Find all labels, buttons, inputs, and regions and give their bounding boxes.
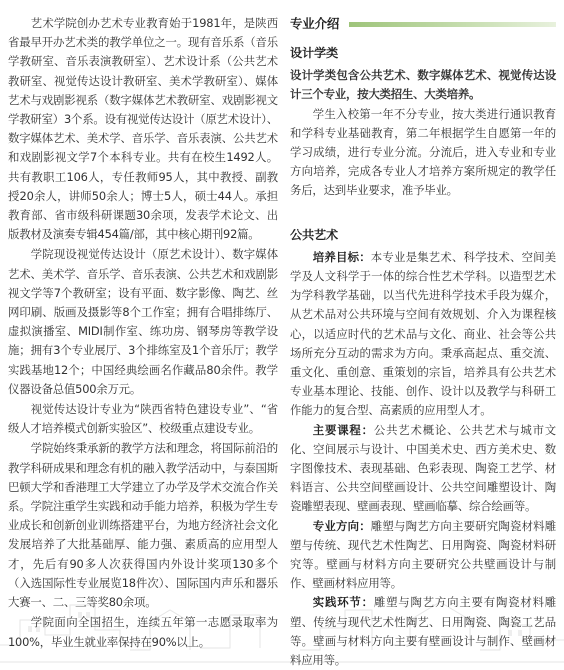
featured-major-paragraph: 视觉传达设计专业为“陕西省特色建设专业”、“省级人才培养模式创新实验区”、校级重点建设专业。 xyxy=(8,402,278,436)
intro-paragraph: 艺术学院创办艺术专业教育始于1981年，是陕西省最早开办艺术类的教学单位之一。现有音乐系（音乐学教研室、音乐表演教研室）、艺术设计系（公共艺术教研室、视觉传达设计教研室、美术学教研室）、媒体艺术与戏剧影视系（数字媒体艺术教研室、戏剧影视文学教研室）3个系。设有视觉传达设计（原艺术设计）、数字媒体艺术、美术学、音乐学、音乐表演、公共艺术和戏剧影视文学7个本科专业。共有在校生1492人。共有教职工106人，专任教师95人，其中教授、副教授20余人，讲师50余人；博士5人，硕士44人。承担教育部、省市级科研课题30余项，发表学术论文、出版教材及演奏专辑454篇/部，其中核心期刊92篇。 xyxy=(8,16,278,242)
major-direction-label: 专业方向： xyxy=(312,518,371,533)
right-column xyxy=(290,14,556,670)
main-courses-text: 公共艺术概论、公共艺术与城市文化、空间展示与设计、中国美术史、西方美术史、数字图像技术、表现基础、色彩表现、陶瓷工艺学、材料语言、公共空间壁画设计、公共空间雕塑设计、陶瓷雕塑表现、壁画表现、壁画临摹、综合绘画等。 xyxy=(290,422,556,514)
practice-text: 雕塑与陶艺方向主要有陶瓷材料雕塑、传统与现代艺术性陶艺、日用陶瓷、陶瓷工艺品等。壁画与材料方向主要有壁画设计与制作、壁画材料应用等。 xyxy=(290,595,556,668)
training-goal-paragraph xyxy=(290,248,556,421)
spacer xyxy=(290,201,556,216)
public-art-heading: 公共艺术 xyxy=(290,227,338,242)
training-goal-text: 本专业是集艺术、科学技术、空间美学及人文科学于一体的综合性艺术学科。以造型艺术为学科教学基础，以当代先进科学技术手段为媒介，从艺术品对公共环境与空间有效规划、介入为课程核心，以适应时代的艺术品与文化、商业、社会等公共场所充分互动的需求为方向。秉承高起点、重交流、重文化、重创意、重策划的宗旨，培养具有公共艺术专业基本理论、技能、创作、设计以及教学与科研工作能力的复合型、高素质的应用型人才。 xyxy=(290,249,556,418)
major-direction-text: 雕塑与陶艺方向主要研究陶瓷材料雕塑与传统、现代艺术性陶艺、日用陶瓷、陶瓷材料研究等。壁画与材料方向主要研究公共壁画设计与制作、壁画材料应用等。 xyxy=(290,518,556,591)
section-title: 专业介绍 xyxy=(290,16,340,32)
practice-label: 实践环节： xyxy=(312,595,374,610)
facilities-paragraph: 学院现设视觉传达设计（原艺术设计）、数字媒体艺术、美术学、音乐学、音乐表演、公共艺术和戏剧影视文学等7个教研室；设有平面、数字影像、陶艺、丝网印刷、版画及摄影等8个工作室；拥有合唱排练厅、虚拟演播室、MIDI制作室、练功房、钢琴房等教学设施；拥有3个专业展厅、3个排练室及1个音乐厅；教学实践基地12个；中国经典绘画名作藏品80余件。教学仪器设备总值500余万元。 xyxy=(8,247,278,396)
design-heading: 设计学类 xyxy=(290,46,338,60)
teaching-philosophy-paragraph: 学院始终秉承新的教学方法和理念，将国际前沿的教学科研成果和理念有机的融入教学活动中，与泰国斯巴顿大学和香港理工大学建立了办学及学术交流合作关系。学院注重学生实践和动手能力培养，积极为学生专业成长和创新创业训练搭建平台，为地方经济社会文化发展培养了大批基础厚、能力强、素质高的应用型人才，先后有90多人次获得国内外设计奖项130多个（入选国际性专业展览18件次）、国际国内声乐和器乐大赛一、二、三等奖80余项。 xyxy=(8,441,278,610)
main-courses-label: 主要课程： xyxy=(312,422,374,437)
design-intro: 设计学类包含公共艺术、数字媒体艺术、视觉传达设计三个专业，按大类招生、大类培养。 xyxy=(290,68,556,102)
major-direction-paragraph xyxy=(290,517,556,594)
design-text: 学生入校第一年不分专业，按大类进行通识教育和学科专业基础教育，第二年根据学生自愿第一年的学习成绩，进行专业分流。分流后，进入专业和专业方向培养，完成各专业人才培养方案所规定的教学任务后，达到毕业要求，准予毕业。 xyxy=(290,106,556,198)
main-courses-paragraph xyxy=(290,421,556,517)
left-column xyxy=(8,14,278,653)
section-title-bar xyxy=(349,22,556,27)
section-header xyxy=(290,14,556,34)
practice-paragraph xyxy=(290,593,556,670)
enrollment-paragraph: 学院面向全国招生，连续五年第一志愿录取率为100%，毕业生就业率保持在90%以上。 xyxy=(8,615,278,649)
training-goal-label: 培养目标： xyxy=(312,249,371,264)
